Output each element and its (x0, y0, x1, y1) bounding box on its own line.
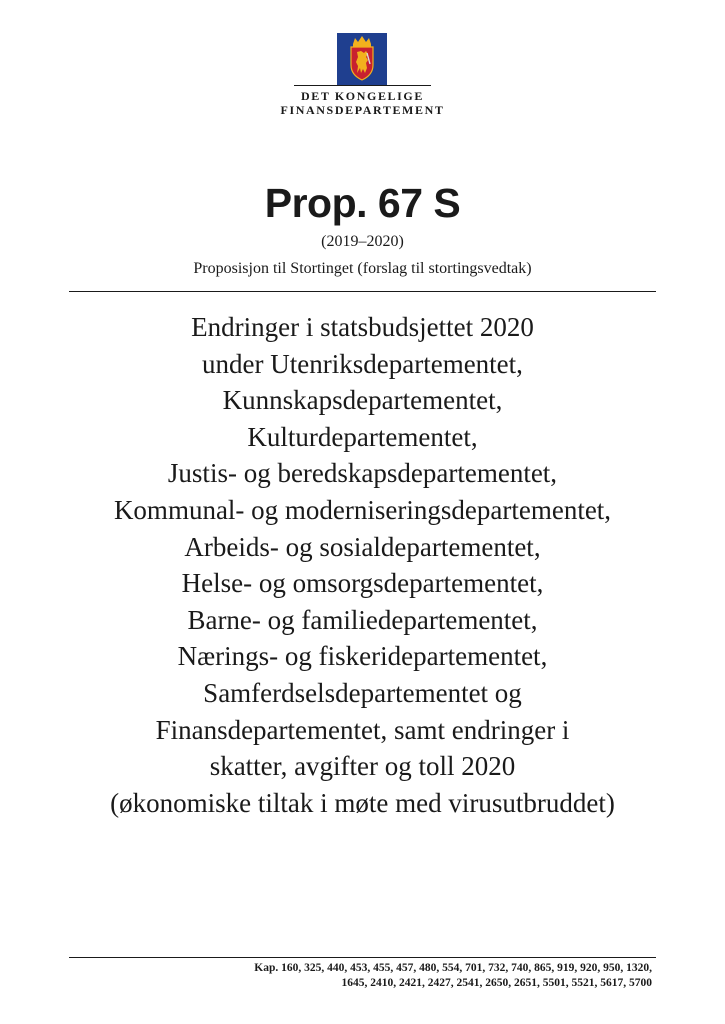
main-title-line: skatter, avgifter og toll 2020 (209, 751, 516, 782)
logo-divider (294, 85, 431, 86)
chapter-list-line1: Kap. 160, 325, 440, 453, 455, 457, 480, 554, 701, 732, 740, 865, 919, 920, 950, 1320, (254, 962, 652, 974)
footer-divider (69, 957, 656, 958)
department-name-line1: DET KONGELIGE (301, 89, 424, 103)
main-title-line: Kunnskapsdepartementet, (222, 385, 503, 416)
main-title-line: Kulturdepartementet, (247, 421, 478, 452)
main-title-line: Kommunal- og moderniseringsdepartementet, (113, 494, 612, 525)
main-title-line: Endringer i statsbudsjettet 2020 (191, 312, 534, 342)
department-name-line2: FINANSDEPARTEMENT (280, 103, 445, 117)
main-title-line: Nærings- og fiskeridepartementet, (177, 641, 548, 672)
main-title-line: Samferdselsdepartementet og (203, 677, 522, 708)
document-main-title (40, 309, 685, 821)
chapter-list (69, 961, 652, 991)
title-divider (69, 291, 656, 292)
chapter-list-line2: 1645, 2410, 2421, 2427, 2541, 2650, 2651, 5501, 5521, 5617, 5700 (341, 977, 652, 989)
main-title-line: Barne- og familiedepartementet, (187, 604, 538, 635)
main-title-line: (økonomiske tiltak i møte med virusutbruddet) (110, 787, 615, 818)
main-title-line: Justis- og beredskapsdepartementet, (167, 458, 558, 489)
proposition-number: Prop. 67 S (264, 180, 461, 226)
main-title-line: under Utenriksdepartementet, (202, 348, 523, 379)
proposition-subtitle: Proposisjon til Stortinget (forslag til stortingsvedtak) (193, 260, 532, 277)
main-title-line: Arbeids- og sosialdepartementet, (184, 531, 541, 562)
coat-of-arms-icon (337, 33, 387, 85)
session-years: (2019–2020) (321, 233, 404, 250)
main-title-line: Finansdepartementet, samt endringer i (155, 714, 570, 745)
main-title-line: Helse- og omsorgsdepartementet, (181, 568, 544, 599)
